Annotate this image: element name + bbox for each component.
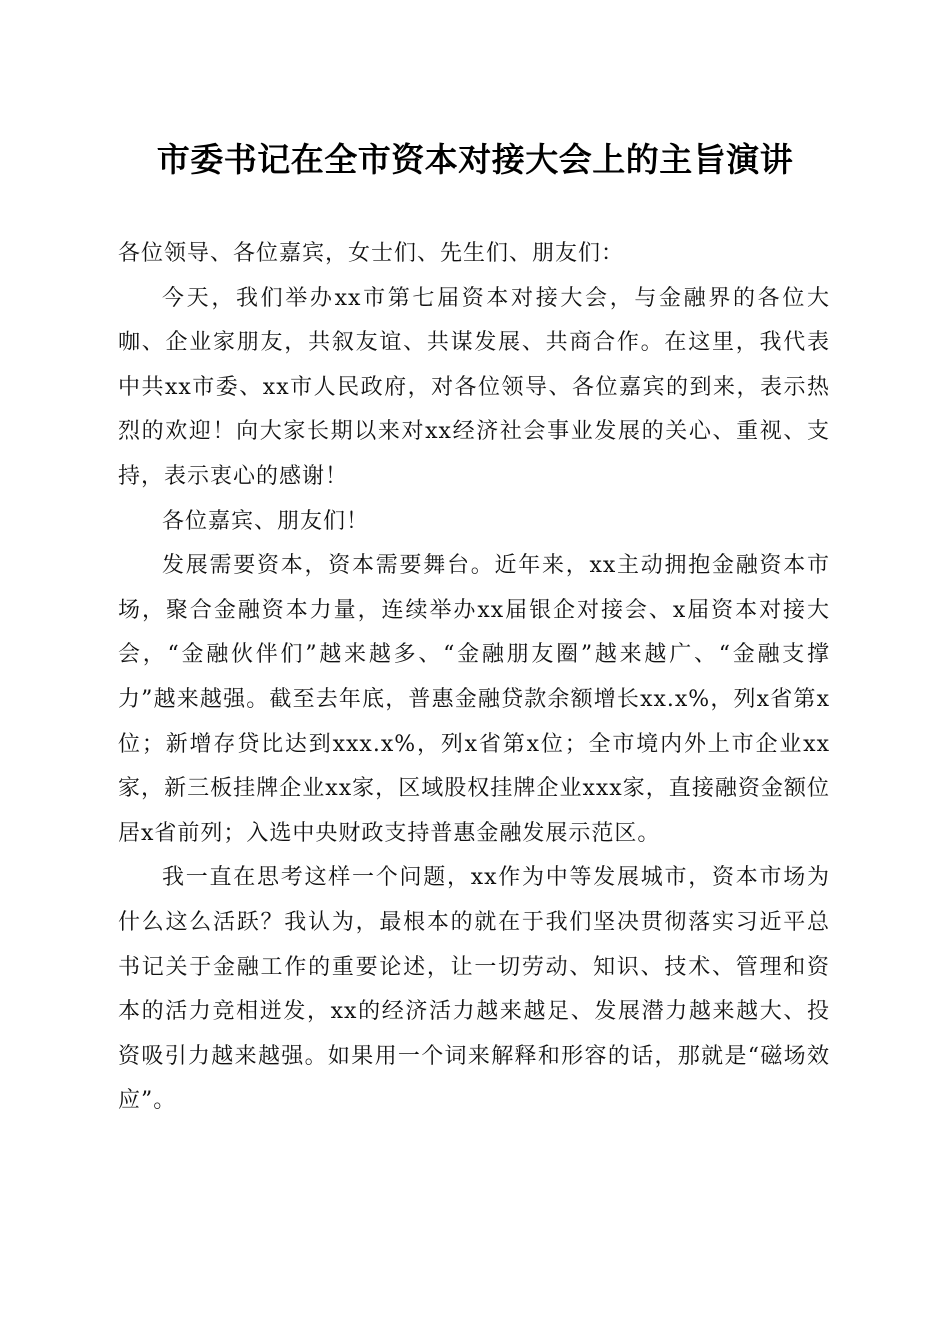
paragraph-capital-market: 发展需要资本，资本需要舞台。近年来，xx主动拥抱金融资本市场，聚合金融资本力量，连续举办xx届银企对接会、x届资本对接大会，“金融伙伴们”越来越多、“金融朋友圈”越来越广、“金融支撑力”越来越强。截至去年底，普惠金融贷款余额增长xx.x%，列x省第x位；新增存贷比达到xxx.x%，列x省第x位；全市境内外上市企业xx家，新三板挂牌企业xx家，区域股权挂牌企业xxx家，直接融资金额位居x省前列；入选中央财政支持普惠金融发展示范区。 [118,553,830,846]
paragraph-magnetic-effect: 我一直在思考这样一个问题，xx作为中等发展城市，资本市场为什么这么活跃？我认为，最根本的就在于我们坚决贯彻落实习近平总书记关于金融工作的重要论述，让一切劳动、知识、技术、管理和资本的活力竞相迸发，xx的经济活力越来越足、发展潜力越来越大、投资吸引力越来越强。如果用一个词来解释和形容的话，那就是“磁场效应”。 [118,865,830,1114]
document-body [118,232,830,1124]
paragraph-welcome: 今天，我们举办xx市第七届资本对接大会，与金融界的各位大咖、企业家朋友，共叙友谊、共谋发展、共商合作。在这里，我代表中共xx市委、xx市人民政府，对各位领导、各位嘉宾的到来，表示热烈的欢迎！向大家长期以来对xx经济社会事业发展的关心、重视、支持，表示衷心的感谢！ [118,285,830,489]
paragraph-address: 各位嘉宾、朋友们！ [162,508,370,534]
document-title: 市委书记在全市资本对接大会上的主旨演讲 [156,140,794,179]
salutation: 各位领导、各位嘉宾，女士们、先生们、朋友们： [118,241,625,266]
